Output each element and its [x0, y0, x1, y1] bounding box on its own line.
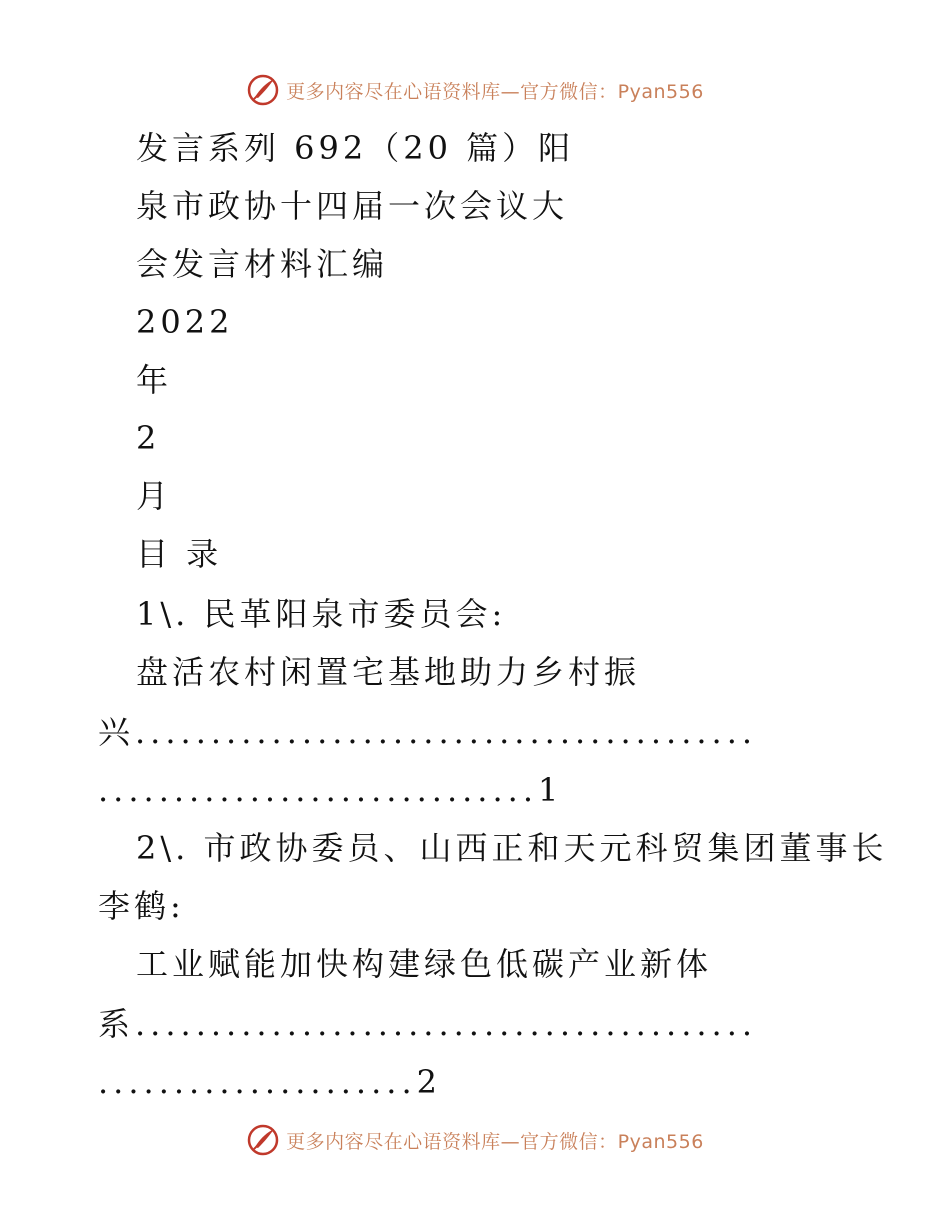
title-line-2: 泉市政协十四届一次会议大 — [136, 187, 569, 225]
toc-entry-2-title-end[interactable]: 系......................................... — [98, 1005, 758, 1043]
banner-text: 更多内容尽在心语资料库—官方微信：Pyan556 — [286, 1130, 704, 1153]
toc-entry-1-author[interactable]: 1\. 民革阳泉市委员会: — [136, 595, 507, 633]
title-line-3: 会发言材料汇编 — [136, 245, 389, 283]
toc-entry-2-author[interactable]: 2\. 市政协委员、山西正和天元科贸集团董事长 — [136, 829, 888, 867]
banner-text: 更多内容尽在心语资料库—官方微信：Pyan556 — [286, 80, 704, 103]
toc-entry-2-page[interactable]: .....................2 — [98, 1063, 442, 1101]
toc-entry-1-title-end[interactable]: 兴......................................... — [98, 713, 758, 751]
footer-banner — [0, 1120, 950, 1160]
toc-entry-1-page[interactable]: .............................1 — [98, 771, 564, 809]
header-banner — [0, 70, 950, 110]
title-line-1: 发言系列 692（20 篇）阳 — [136, 129, 575, 167]
toc-entry-2-author-cont[interactable]: 李鹤: — [98, 887, 185, 925]
date-month: 2 — [136, 419, 161, 457]
toc-entry-1-title[interactable]: 盘活农村闲置宅基地助力乡村振 — [136, 653, 641, 691]
date-year-char: 年 — [136, 361, 173, 399]
toc-entry-2-title[interactable]: 工业赋能加快构建绿色低碳产业新体 — [136, 945, 713, 983]
date-month-char: 月 — [136, 477, 173, 515]
toc-heading: 目 录 — [136, 535, 223, 573]
feather-seal-icon — [246, 73, 280, 107]
date-year: 2022 — [136, 303, 234, 341]
feather-seal-icon — [246, 1123, 280, 1157]
